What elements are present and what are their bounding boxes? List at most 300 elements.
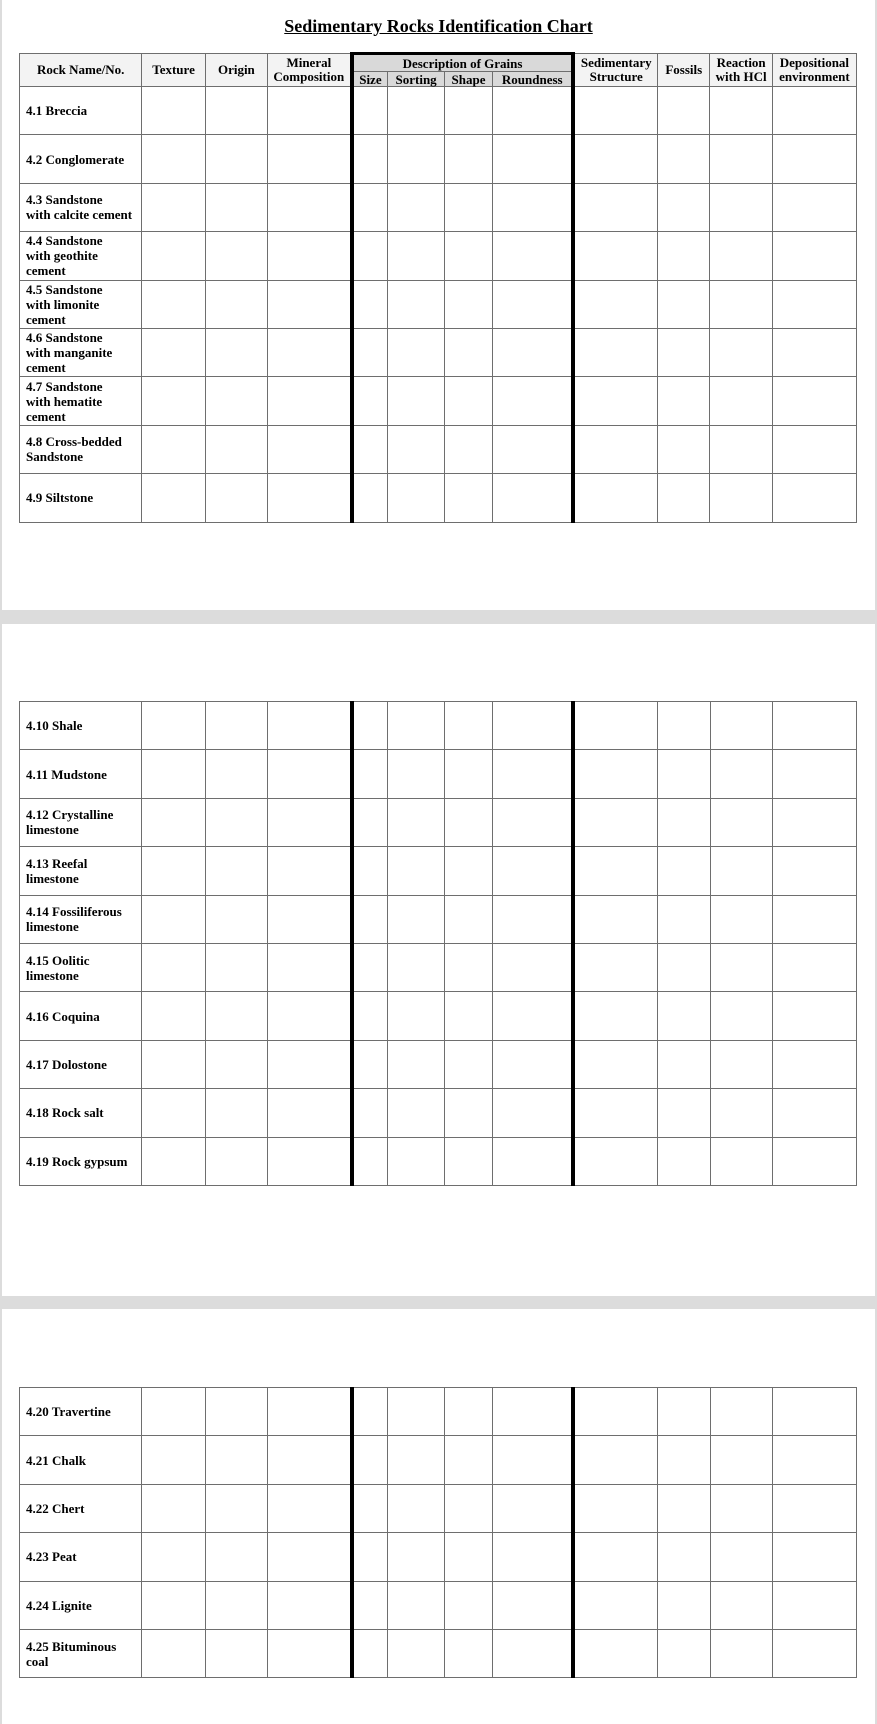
table-body — [20, 87, 857, 523]
header-rock-name: Rock Name/No. — [20, 54, 142, 87]
fossils-cell — [658, 1040, 710, 1088]
table-row — [20, 1436, 857, 1484]
header-depo-line1: Depositional — [779, 55, 850, 70]
sorting-cell — [388, 798, 445, 846]
mineral-composition-cell — [268, 377, 352, 425]
rocks-table-page-2 — [19, 701, 857, 1186]
depositional-environment-cell — [772, 1629, 856, 1677]
size-cell — [352, 1388, 388, 1436]
texture-cell — [142, 1089, 205, 1137]
document-page-3 — [2, 1309, 875, 1724]
fossils-cell — [658, 1089, 710, 1137]
reaction-hcl-cell — [710, 798, 772, 846]
texture-cell — [142, 943, 205, 991]
origin-cell — [205, 1137, 267, 1185]
shape-cell — [445, 232, 493, 280]
texture-cell — [142, 1484, 205, 1532]
header-reaction-line2: with HCl — [715, 69, 767, 84]
shape-cell — [445, 425, 493, 473]
sorting-cell — [388, 992, 445, 1040]
texture-cell — [142, 328, 205, 376]
rock-name-cell: 4.13 Reefal limestone — [20, 847, 142, 895]
rock-name-cell: 4.15 Oolitic limestone — [20, 943, 142, 991]
sedimentary-structure-cell — [573, 1533, 657, 1581]
reaction-hcl-cell — [710, 425, 772, 473]
origin-cell — [205, 1089, 267, 1137]
header-shape: Shape — [445, 72, 493, 87]
shape-cell — [445, 377, 493, 425]
sedimentary-structure-cell — [573, 750, 657, 798]
rock-name-cell: 4.24 Lignite — [20, 1581, 142, 1629]
table-row — [20, 1388, 857, 1436]
table-row — [20, 425, 857, 473]
roundness-cell — [493, 87, 574, 135]
sedimentary-structure-cell — [573, 328, 657, 376]
mineral-composition-cell — [268, 750, 352, 798]
roundness-cell — [493, 183, 574, 231]
sorting-cell — [388, 1436, 445, 1484]
table-row — [20, 135, 857, 183]
mineral-composition-cell — [268, 1388, 352, 1436]
depositional-environment-cell — [772, 702, 856, 750]
mineral-composition-cell — [268, 1533, 352, 1581]
document-page-2 — [2, 624, 875, 1296]
reaction-hcl-cell — [710, 1484, 772, 1532]
texture-cell — [142, 183, 205, 231]
header-fossils: Fossils — [658, 54, 710, 87]
roundness-cell — [493, 1388, 574, 1436]
roundness-cell — [493, 1533, 574, 1581]
shape-cell — [445, 798, 493, 846]
reaction-hcl-cell — [710, 135, 772, 183]
mineral-composition-cell — [268, 280, 352, 328]
origin-cell — [205, 992, 267, 1040]
rock-name-cell: 4.7 Sandstone with hematite cement — [20, 377, 142, 425]
size-cell — [352, 943, 388, 991]
fossils-cell — [658, 135, 710, 183]
table-row — [20, 943, 857, 991]
mineral-composition-cell — [268, 135, 352, 183]
table-row — [20, 847, 857, 895]
reaction-hcl-cell — [710, 328, 772, 376]
sorting-cell — [388, 1388, 445, 1436]
reaction-hcl-cell — [710, 847, 772, 895]
rock-name-cell: 4.9 Siltstone — [20, 474, 142, 522]
sedimentary-structure-cell — [573, 183, 657, 231]
table-row — [20, 377, 857, 425]
texture-cell — [142, 425, 205, 473]
depositional-environment-cell — [772, 1040, 856, 1088]
roundness-cell — [493, 1484, 574, 1532]
shape-cell — [445, 992, 493, 1040]
mineral-composition-cell — [268, 895, 352, 943]
fossils-cell — [658, 1533, 710, 1581]
header-sed-line2: Structure — [589, 69, 643, 84]
reaction-hcl-cell — [710, 474, 772, 522]
header-sorting: Sorting — [388, 72, 445, 87]
sedimentary-structure-cell — [573, 1436, 657, 1484]
fossils-cell — [658, 847, 710, 895]
sorting-cell — [388, 87, 445, 135]
rock-name-cell: 4.5 Sandstone with limonite cement — [20, 280, 142, 328]
table-row — [20, 1629, 857, 1677]
sedimentary-structure-cell — [573, 1137, 657, 1185]
roundness-cell — [493, 232, 574, 280]
mineral-composition-cell — [268, 992, 352, 1040]
reaction-hcl-cell — [710, 895, 772, 943]
sorting-cell — [388, 847, 445, 895]
size-cell — [352, 1137, 388, 1185]
fossils-cell — [658, 895, 710, 943]
fossils-cell — [658, 1436, 710, 1484]
table-row — [20, 895, 857, 943]
texture-cell — [142, 1137, 205, 1185]
table-row — [20, 232, 857, 280]
origin-cell — [205, 1533, 267, 1581]
origin-cell — [205, 328, 267, 376]
sedimentary-structure-cell — [573, 1581, 657, 1629]
size-cell — [352, 992, 388, 1040]
origin-cell — [205, 943, 267, 991]
reaction-hcl-cell — [710, 992, 772, 1040]
size-cell — [352, 135, 388, 183]
table-row — [20, 328, 857, 376]
roundness-cell — [493, 135, 574, 183]
reaction-hcl-cell — [710, 1388, 772, 1436]
origin-cell — [205, 1581, 267, 1629]
fossils-cell — [658, 992, 710, 1040]
depositional-environment-cell — [772, 232, 856, 280]
mineral-composition-cell — [268, 1581, 352, 1629]
table-row — [20, 1484, 857, 1532]
header-reaction-hcl — [710, 54, 772, 87]
sedimentary-structure-cell — [573, 895, 657, 943]
roundness-cell — [493, 425, 574, 473]
size-cell — [352, 1040, 388, 1088]
size-cell — [352, 702, 388, 750]
table-row — [20, 1137, 857, 1185]
size-cell — [352, 280, 388, 328]
fossils-cell — [658, 750, 710, 798]
shape-cell — [445, 87, 493, 135]
origin-cell — [205, 232, 267, 280]
fossils-cell — [658, 1484, 710, 1532]
table-row — [20, 1533, 857, 1581]
size-cell — [352, 1629, 388, 1677]
shape-cell — [445, 1089, 493, 1137]
size-cell — [352, 847, 388, 895]
shape-cell — [445, 135, 493, 183]
origin-cell — [205, 1629, 267, 1677]
sorting-cell — [388, 183, 445, 231]
size-cell — [352, 425, 388, 473]
roundness-cell — [493, 1089, 574, 1137]
depositional-environment-cell — [772, 87, 856, 135]
header-texture: Texture — [142, 54, 205, 87]
depositional-environment-cell — [772, 992, 856, 1040]
reaction-hcl-cell — [710, 280, 772, 328]
sedimentary-structure-cell — [573, 87, 657, 135]
texture-cell — [142, 1581, 205, 1629]
sorting-cell — [388, 1040, 445, 1088]
origin-cell — [205, 1436, 267, 1484]
roundness-cell — [493, 1629, 574, 1677]
depositional-environment-cell — [772, 750, 856, 798]
depositional-environment-cell — [772, 474, 856, 522]
origin-cell — [205, 87, 267, 135]
depositional-environment-cell — [772, 1436, 856, 1484]
reaction-hcl-cell — [710, 750, 772, 798]
size-cell — [352, 1484, 388, 1532]
rock-name-cell: 4.10 Shale — [20, 702, 142, 750]
rocks-table-page-1 — [19, 52, 857, 523]
sorting-cell — [388, 1089, 445, 1137]
origin-cell — [205, 702, 267, 750]
texture-cell — [142, 750, 205, 798]
depositional-environment-cell — [772, 1137, 856, 1185]
shape-cell — [445, 702, 493, 750]
header-roundness: Roundness — [493, 72, 574, 87]
table-row — [20, 1089, 857, 1137]
sedimentary-structure-cell — [573, 135, 657, 183]
fossils-cell — [658, 1629, 710, 1677]
mineral-composition-cell — [268, 232, 352, 280]
fossils-cell — [658, 943, 710, 991]
shape-cell — [445, 943, 493, 991]
fossils-cell — [658, 798, 710, 846]
fossils-cell — [658, 702, 710, 750]
roundness-cell — [493, 1137, 574, 1185]
shape-cell — [445, 328, 493, 376]
rock-name-cell: 4.21 Chalk — [20, 1436, 142, 1484]
texture-cell — [142, 895, 205, 943]
sorting-cell — [388, 1629, 445, 1677]
sedimentary-structure-cell — [573, 702, 657, 750]
reaction-hcl-cell — [710, 232, 772, 280]
table-row — [20, 183, 857, 231]
mineral-composition-cell — [268, 1436, 352, 1484]
mineral-composition-cell — [268, 702, 352, 750]
shape-cell — [445, 750, 493, 798]
sorting-cell — [388, 1581, 445, 1629]
shape-cell — [445, 1137, 493, 1185]
depositional-environment-cell — [772, 135, 856, 183]
texture-cell — [142, 474, 205, 522]
depositional-environment-cell — [772, 328, 856, 376]
document-page-1 — [2, 0, 875, 610]
reaction-hcl-cell — [710, 1629, 772, 1677]
shape-cell — [445, 183, 493, 231]
size-cell — [352, 798, 388, 846]
depositional-environment-cell — [772, 1533, 856, 1581]
rock-name-cell: 4.2 Conglomerate — [20, 135, 142, 183]
rock-name-cell: 4.12 Crystalline limestone — [20, 798, 142, 846]
mineral-composition-cell — [268, 847, 352, 895]
size-cell — [352, 1436, 388, 1484]
sorting-cell — [388, 328, 445, 376]
sedimentary-structure-cell — [573, 377, 657, 425]
origin-cell — [205, 895, 267, 943]
depositional-environment-cell — [772, 377, 856, 425]
depositional-environment-cell — [772, 798, 856, 846]
sedimentary-structure-cell — [573, 847, 657, 895]
sorting-cell — [388, 943, 445, 991]
mineral-composition-cell — [268, 474, 352, 522]
origin-cell — [205, 425, 267, 473]
texture-cell — [142, 87, 205, 135]
origin-cell — [205, 1388, 267, 1436]
fossils-cell — [658, 1137, 710, 1185]
mineral-composition-cell — [268, 798, 352, 846]
sorting-cell — [388, 425, 445, 473]
depositional-environment-cell — [772, 425, 856, 473]
sorting-cell — [388, 1137, 445, 1185]
origin-cell — [205, 750, 267, 798]
rock-name-cell: 4.18 Rock salt — [20, 1089, 142, 1137]
rock-name-cell: 4.11 Mudstone — [20, 750, 142, 798]
table-row — [20, 1581, 857, 1629]
rock-name-cell: 4.22 Chert — [20, 1484, 142, 1532]
rock-name-cell: 4.6 Sandstone with manganite cement — [20, 328, 142, 376]
mineral-composition-cell — [268, 1484, 352, 1532]
rocks-table-page-3 — [19, 1387, 857, 1678]
fossils-cell — [658, 1388, 710, 1436]
origin-cell — [205, 135, 267, 183]
depositional-environment-cell — [772, 895, 856, 943]
size-cell — [352, 1089, 388, 1137]
reaction-hcl-cell — [710, 1581, 772, 1629]
table-row — [20, 87, 857, 135]
size-cell — [352, 87, 388, 135]
mineral-composition-cell — [268, 1089, 352, 1137]
reaction-hcl-cell — [710, 1436, 772, 1484]
size-cell — [352, 474, 388, 522]
shape-cell — [445, 1629, 493, 1677]
size-cell — [352, 232, 388, 280]
texture-cell — [142, 280, 205, 328]
rock-name-cell: 4.4 Sandstone with geothite cement — [20, 232, 142, 280]
fossils-cell — [658, 474, 710, 522]
texture-cell — [142, 1629, 205, 1677]
texture-cell — [142, 798, 205, 846]
texture-cell — [142, 1388, 205, 1436]
header-size: Size — [352, 72, 388, 87]
roundness-cell — [493, 895, 574, 943]
fossils-cell — [658, 1581, 710, 1629]
rock-name-cell: 4.1 Breccia — [20, 87, 142, 135]
sedimentary-structure-cell — [573, 1388, 657, 1436]
table-body — [20, 702, 857, 1186]
origin-cell — [205, 798, 267, 846]
sedimentary-structure-cell — [573, 1629, 657, 1677]
fossils-cell — [658, 328, 710, 376]
roundness-cell — [493, 1040, 574, 1088]
texture-cell — [142, 847, 205, 895]
sedimentary-structure-cell — [573, 280, 657, 328]
header-mineral-line1: Mineral — [286, 55, 332, 70]
sorting-cell — [388, 474, 445, 522]
shape-cell — [445, 1533, 493, 1581]
roundness-cell — [493, 750, 574, 798]
reaction-hcl-cell — [710, 87, 772, 135]
sorting-cell — [388, 702, 445, 750]
mineral-composition-cell — [268, 1040, 352, 1088]
roundness-cell — [493, 328, 574, 376]
size-cell — [352, 1581, 388, 1629]
sedimentary-structure-cell — [573, 474, 657, 522]
origin-cell — [205, 377, 267, 425]
reaction-hcl-cell — [710, 1137, 772, 1185]
header-description-of-grains: Description of Grains — [352, 54, 574, 72]
table-row — [20, 1040, 857, 1088]
fossils-cell — [658, 87, 710, 135]
rock-name-cell: 4.17 Dolostone — [20, 1040, 142, 1088]
texture-cell — [142, 992, 205, 1040]
roundness-cell — [493, 847, 574, 895]
size-cell — [352, 377, 388, 425]
roundness-cell — [493, 943, 574, 991]
sorting-cell — [388, 232, 445, 280]
shape-cell — [445, 474, 493, 522]
rock-name-cell: 4.8 Cross-bedded Sandstone — [20, 425, 142, 473]
origin-cell — [205, 1484, 267, 1532]
shape-cell — [445, 280, 493, 328]
reaction-hcl-cell — [710, 943, 772, 991]
header-mineral-composition — [268, 54, 352, 87]
sorting-cell — [388, 135, 445, 183]
shape-cell — [445, 1484, 493, 1532]
sedimentary-structure-cell — [573, 798, 657, 846]
table-row — [20, 474, 857, 522]
sedimentary-structure-cell — [573, 1089, 657, 1137]
roundness-cell — [493, 798, 574, 846]
size-cell — [352, 183, 388, 231]
roundness-cell — [493, 474, 574, 522]
depositional-environment-cell — [772, 943, 856, 991]
origin-cell — [205, 1040, 267, 1088]
sedimentary-structure-cell — [573, 1040, 657, 1088]
roundness-cell — [493, 992, 574, 1040]
sedimentary-structure-cell — [573, 943, 657, 991]
shape-cell — [445, 1388, 493, 1436]
fossils-cell — [658, 280, 710, 328]
header-depositional-environment — [772, 54, 856, 87]
shape-cell — [445, 1040, 493, 1088]
origin-cell — [205, 183, 267, 231]
rock-name-cell: 4.16 Coquina — [20, 992, 142, 1040]
origin-cell — [205, 847, 267, 895]
rock-name-cell: 4.14 Fossiliferous limestone — [20, 895, 142, 943]
sorting-cell — [388, 1533, 445, 1581]
sorting-cell — [388, 750, 445, 798]
depositional-environment-cell — [772, 847, 856, 895]
table-row — [20, 992, 857, 1040]
sedimentary-structure-cell — [573, 992, 657, 1040]
depositional-environment-cell — [772, 1581, 856, 1629]
rock-name-cell: 4.19 Rock gypsum — [20, 1137, 142, 1185]
rock-name-cell: 4.3 Sandstone with calcite cement — [20, 183, 142, 231]
reaction-hcl-cell — [710, 1089, 772, 1137]
shape-cell — [445, 847, 493, 895]
reaction-hcl-cell — [710, 377, 772, 425]
roundness-cell — [493, 1436, 574, 1484]
roundness-cell — [493, 1581, 574, 1629]
mineral-composition-cell — [268, 943, 352, 991]
shape-cell — [445, 1436, 493, 1484]
texture-cell — [142, 135, 205, 183]
depositional-environment-cell — [772, 1089, 856, 1137]
roundness-cell — [493, 280, 574, 328]
